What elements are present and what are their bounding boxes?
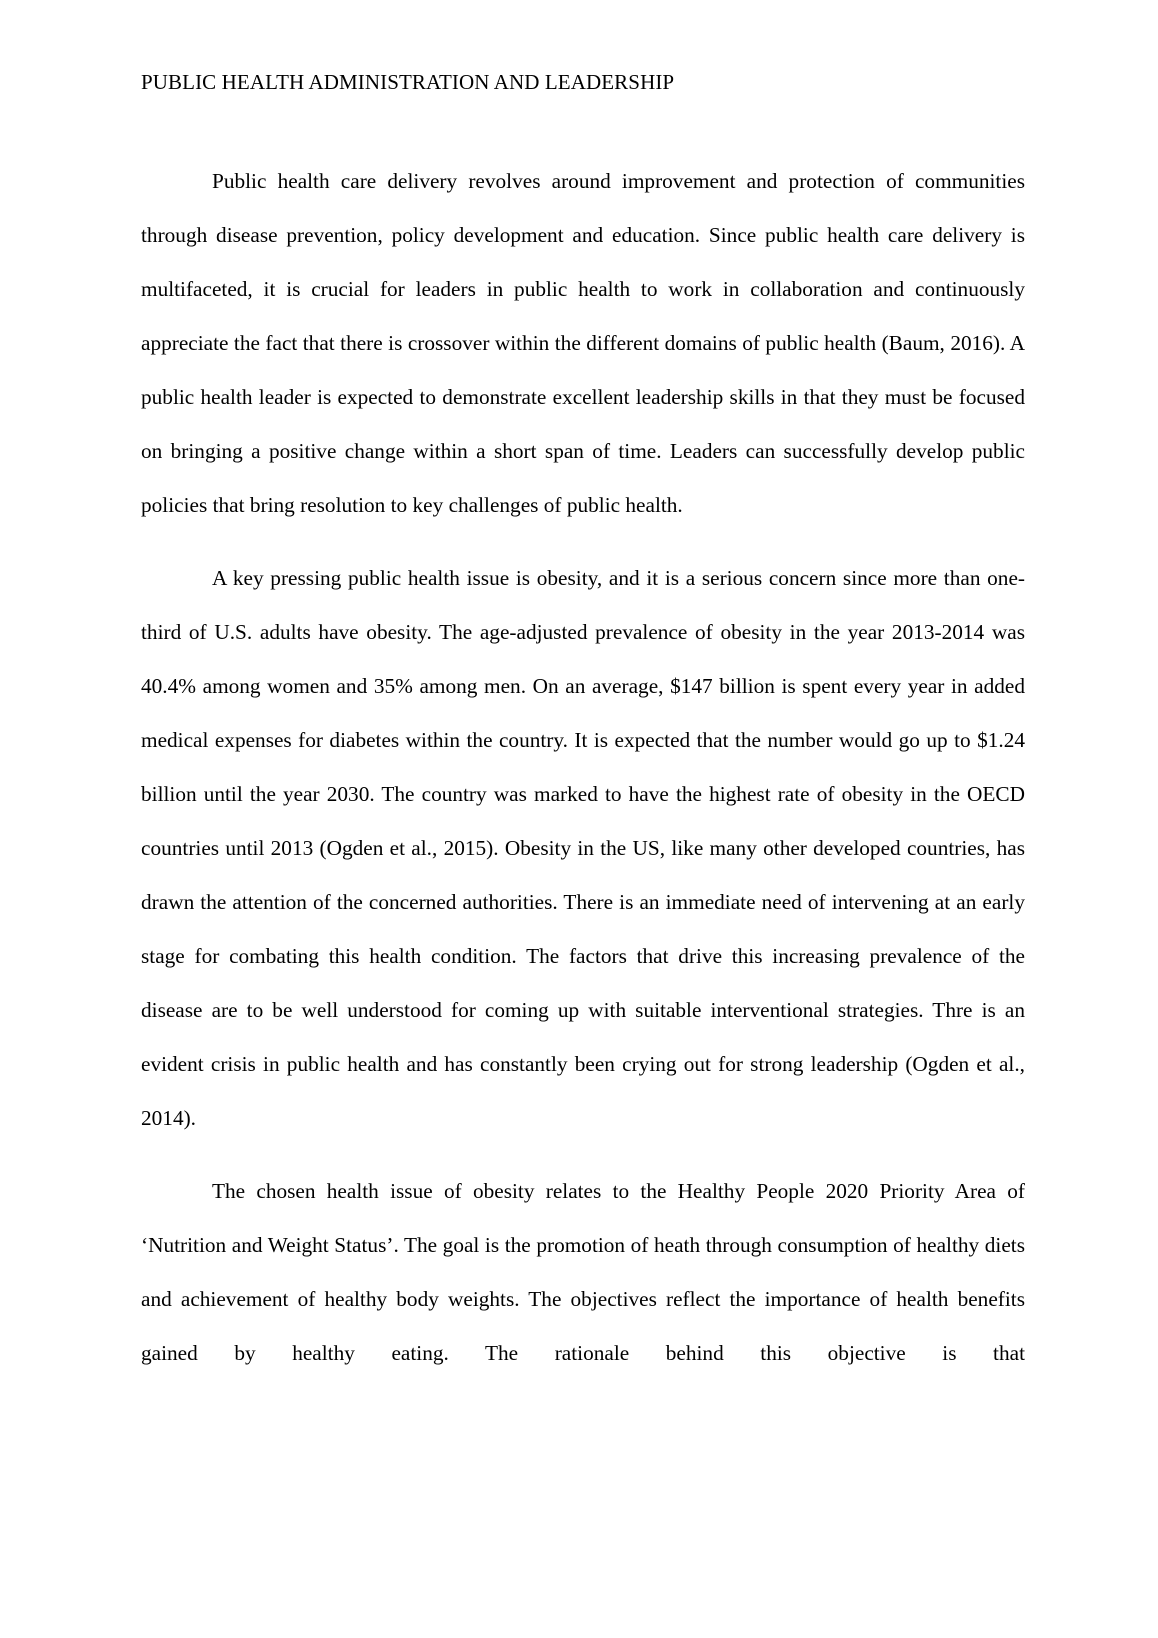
paragraph-obesity: A key pressing public health issue is obesity, and it is a serious concern since more than one-third of U.S. adults have obesity. The age-adjusted prevalence of obesity in the year 2013-2014 was 40.4% among women and 35% among men. On an average, $147 billion is spent every year in added medical expenses for diabetes within the country. It is expected that the number would go up to $1.24 billion until the year 2030. The country was marked to have the highest rate of obesity in the OECD countries until 2013 (Ogden et al., 2015). Obesity in the US, like many other developed countries, has drawn the attention of the concerned authorities. There is an immediate need of intervening at an early stage for combating this health condition. The factors that drive this increasing prevalence of the disease are to be well understood for coming up with suitable interventional strategies. Thre is an evident crisis in public health and has constantly been crying out for strong leadership (Ogden et al., 2014).	[141, 566, 1025, 1130]
running-head: PUBLIC HEALTH ADMINISTRATION AND LEADERSHIP	[141, 70, 675, 94]
paragraph-healthy-people: The chosen health issue of obesity relates to the Healthy People 2020 Priority Area of ‘Nutrition and Weight Status’. The goal is the promotion of heath through consumption of healthy diets and achievement of healthy body weights. The objectives reflect the importance of health benefits gained by healthy eating. The rationale behind this objective is that	[141, 1179, 1025, 1365]
paragraph-leadership: Public health care delivery revolves around improvement and protection of communities through disease prevention, policy development and education. Since public health care delivery is multifaceted, it is crucial for leaders in public health to work in collaboration and continuously appreciate the fact that there is crossover within the different domains of public health (Baum, 2016). A public health leader is expected to demonstrate excellent leadership skills in that they must be focused on bringing a positive change within a short span of time. Leaders can successfully develop public policies that bring resolution to key challenges of public health.	[141, 169, 1025, 517]
body-text	[141, 154, 1025, 1380]
